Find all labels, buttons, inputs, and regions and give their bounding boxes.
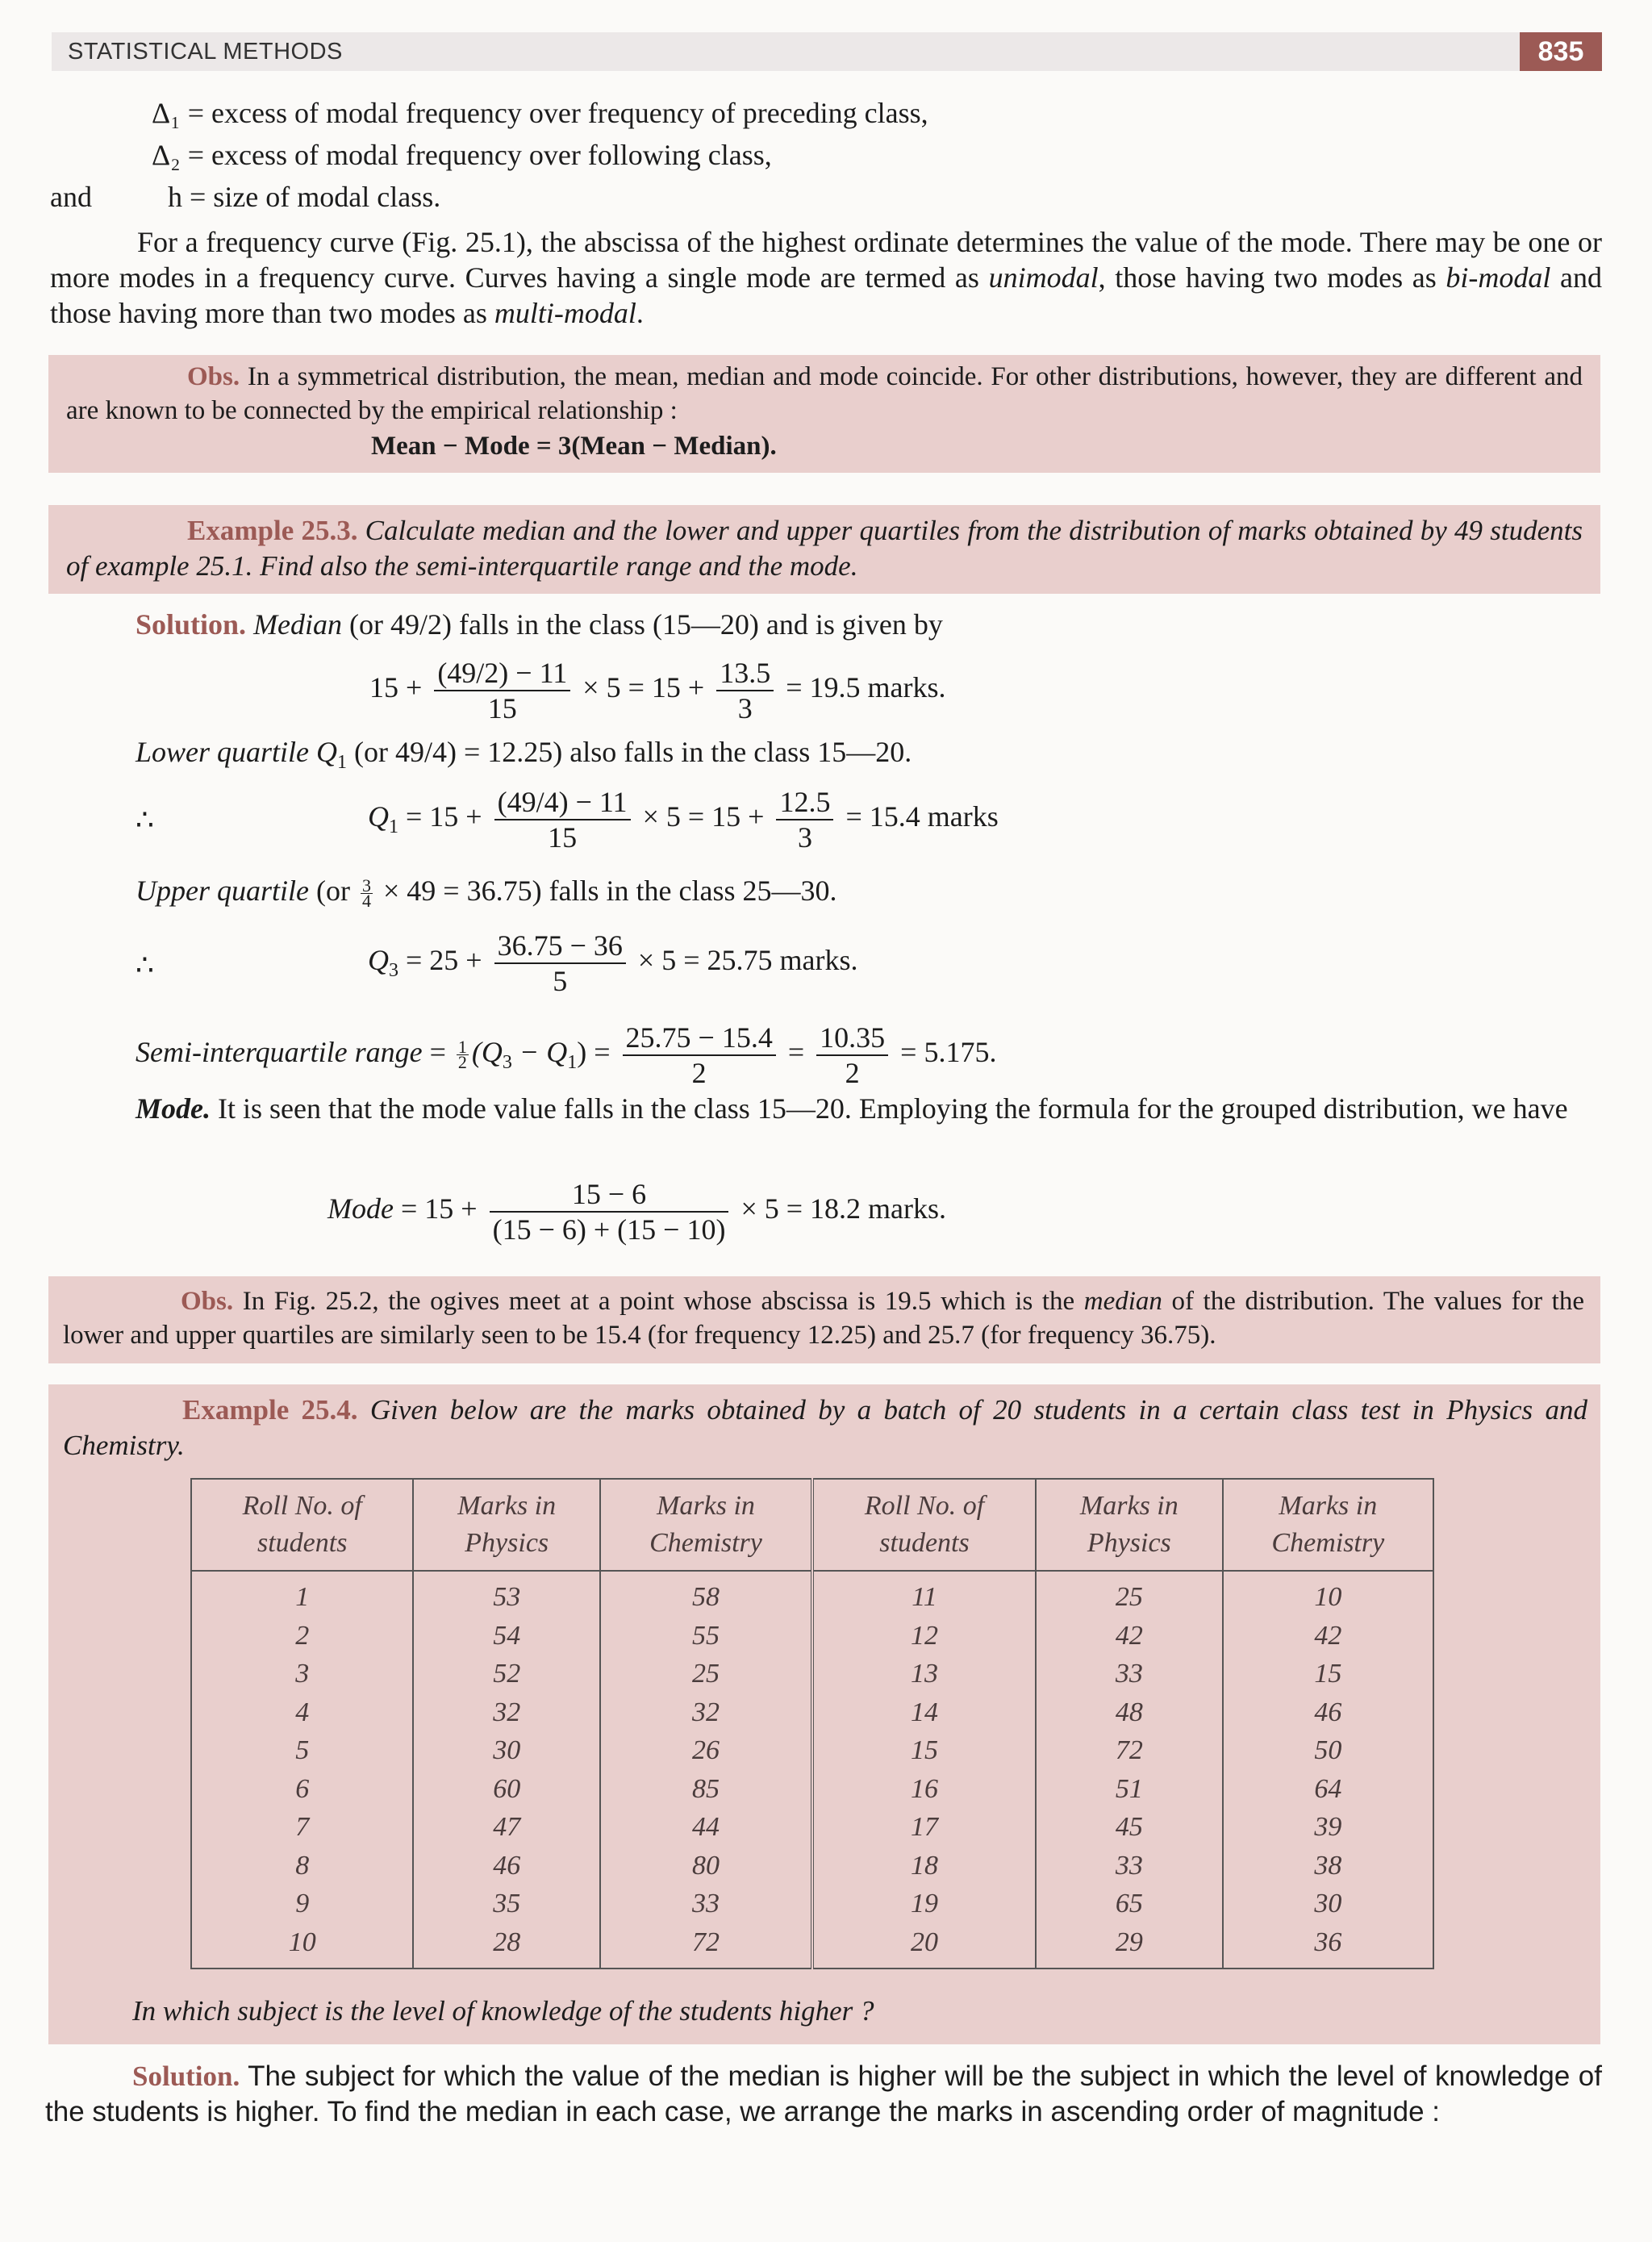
semi-interquartile-range bbox=[136, 1017, 996, 1094]
table-cell: 29 bbox=[1036, 1923, 1223, 1969]
definition-h: h = size of modal class. bbox=[168, 181, 441, 213]
table-cell: 53 bbox=[413, 1571, 600, 1617]
uq-frac-den: 4 bbox=[361, 891, 371, 912]
table-cell: 7 bbox=[191, 1808, 413, 1847]
table-cell: 48 bbox=[1036, 1693, 1223, 1732]
eq4-den: (15 − 6) + (15 − 10) bbox=[492, 1213, 726, 1246]
table-cell: 16 bbox=[812, 1770, 1036, 1809]
table-cell: 50 bbox=[1223, 1731, 1433, 1770]
table-cell: 54 bbox=[413, 1617, 600, 1655]
sir-q1: 1 bbox=[567, 1052, 578, 1074]
eq1-end: = 19.5 marks. bbox=[786, 671, 946, 703]
eq1-mid: × 5 = 15 + bbox=[582, 671, 705, 703]
table-cell: 9 bbox=[191, 1885, 413, 1923]
example-25-3-body: Calculate median and the lower and upper quartiles from the distribution of marks obtained by 49 students of example 25.1. Find also the semi-interquartile range and the mode. bbox=[66, 515, 1583, 582]
eq1-fraction bbox=[434, 656, 570, 725]
eq2-end: = 15.4 marks bbox=[845, 800, 999, 833]
sir-end: = 5.175. bbox=[900, 1036, 997, 1068]
eq3-sub: 3 bbox=[389, 960, 398, 982]
obs1-label: Obs. bbox=[187, 362, 240, 391]
example-25-4-text bbox=[63, 1392, 1587, 1463]
term-bimodal: bi-modal bbox=[1446, 261, 1551, 294]
solution-25-4 bbox=[45, 2059, 1602, 2130]
eq4-lead: Mode bbox=[327, 1192, 394, 1225]
table-cell: 46 bbox=[1223, 1693, 1433, 1732]
table-cell: 8 bbox=[191, 1847, 413, 1885]
table-cell: 42 bbox=[1223, 1617, 1433, 1655]
eq4-num: 15 − 6 bbox=[490, 1177, 729, 1213]
table-cell: 65 bbox=[1036, 1885, 1223, 1923]
table-cell: 4 bbox=[191, 1693, 413, 1732]
sir-half-den: 2 bbox=[457, 1052, 467, 1073]
equation-mode bbox=[327, 1173, 946, 1250]
eq1-lead: 15 + bbox=[369, 671, 423, 703]
eq2-fraction2 bbox=[776, 785, 833, 854]
table-cell: 6 bbox=[191, 1770, 413, 1809]
sir-fraction bbox=[623, 1021, 776, 1090]
eq1-num: (49/2) − 11 bbox=[434, 656, 570, 691]
table-cell: 2 bbox=[191, 1617, 413, 1655]
obs2-text-b: of the distribution. The values for the lower and upper quartiles are similarly seen to be 15.4 (for frequency 12.25) and 25.7 (for frequency 36.75). bbox=[63, 1287, 1584, 1350]
table-cell: 72 bbox=[600, 1923, 812, 1969]
table-row bbox=[191, 1731, 1433, 1770]
sir-q: (Q bbox=[471, 1036, 503, 1068]
table-cell: 25 bbox=[600, 1655, 812, 1693]
eq3-end: × 5 = 25.75 marks. bbox=[637, 944, 858, 976]
table-cell: 32 bbox=[600, 1693, 812, 1732]
sir-half-num: 1 bbox=[457, 1037, 467, 1058]
col-roll-2 bbox=[812, 1479, 1036, 1571]
sir-half bbox=[457, 1037, 469, 1073]
table-cell: 33 bbox=[1036, 1655, 1223, 1693]
eq1-num2: 13.5 bbox=[716, 656, 774, 691]
col-physics-1 bbox=[413, 1479, 600, 1571]
obs2-text-a: In Fig. 25.2, the ogives meet at a point whose abscissa is 19.5 which is the bbox=[233, 1287, 1084, 1316]
example-25-3-label: Example 25.3. bbox=[187, 515, 358, 546]
uq-label: Upper quartile bbox=[136, 875, 309, 907]
sir-num: 25.75 − 15.4 bbox=[623, 1021, 776, 1056]
header-line: Roll No. of bbox=[864, 1491, 985, 1521]
table-cell: 10 bbox=[191, 1923, 413, 1969]
table-header-row bbox=[191, 1479, 1433, 1571]
header-line: Marks in bbox=[1279, 1491, 1378, 1521]
example-25-4-body: Given below are the marks obtained by a batch of 20 students in a certain class test in Physics and Chemistry. bbox=[63, 1394, 1587, 1461]
table-cell: 20 bbox=[812, 1923, 1036, 1969]
table-cell: 33 bbox=[1036, 1847, 1223, 1885]
table-cell: 46 bbox=[413, 1847, 600, 1885]
table-cell: 33 bbox=[600, 1885, 812, 1923]
mode-paragraph bbox=[50, 1091, 1602, 1126]
header-line: Chemistry bbox=[649, 1528, 762, 1558]
obs1-body: In a symmetrical distribution, the mean, median and mode coincide. For other distributions, however, they are different and are known to be connected by the empirical relationship : bbox=[66, 362, 1583, 425]
eq2-lead: Q bbox=[368, 800, 389, 833]
table-row bbox=[191, 1885, 1433, 1923]
uq-frac-num: 3 bbox=[361, 875, 371, 896]
table-row bbox=[191, 1808, 1433, 1847]
table-body bbox=[191, 1571, 1433, 1969]
running-title: STATISTICAL METHODS bbox=[68, 39, 343, 65]
page-number: 835 bbox=[1520, 32, 1602, 71]
eq2-sub: 1 bbox=[389, 816, 398, 838]
example-25-3-box bbox=[48, 505, 1600, 594]
empirical-formula: Mean − Mode = 3(Mean − Median). bbox=[371, 432, 777, 461]
paragraph-modes bbox=[50, 224, 1602, 331]
therefore-symbol-2: ∴ bbox=[136, 949, 154, 981]
table-row bbox=[191, 1617, 1433, 1655]
obs-box-empirical bbox=[48, 355, 1600, 473]
eq2-num2: 12.5 bbox=[776, 785, 833, 820]
table-cell: 17 bbox=[812, 1808, 1036, 1847]
mode-text: It is seen that the mode value falls in the class 15—20. Employing the formula for the grouped distribution, we have bbox=[211, 1092, 1568, 1125]
sir-q3: 3 bbox=[502, 1052, 512, 1074]
table-cell: 15 bbox=[812, 1731, 1036, 1770]
table-cell: 3 bbox=[191, 1655, 413, 1693]
table-cell: 14 bbox=[812, 1693, 1036, 1732]
equation-q3 bbox=[368, 925, 858, 1002]
eq2-lead2: = 15 + bbox=[398, 800, 482, 833]
table-cell: 1 bbox=[191, 1571, 413, 1617]
table-cell: 38 bbox=[1223, 1847, 1433, 1885]
mode-label: Mode. bbox=[136, 1092, 211, 1125]
table-cell: 39 bbox=[1223, 1808, 1433, 1847]
table-cell: 45 bbox=[1036, 1808, 1223, 1847]
median-text: (or 49/2) falls in the class (15—20) and is given by bbox=[342, 608, 943, 641]
table-cell: 5 bbox=[191, 1731, 413, 1770]
table-cell: 26 bbox=[600, 1731, 812, 1770]
eq3-lead: Q bbox=[368, 944, 389, 976]
obs2-median: median bbox=[1083, 1287, 1162, 1316]
table-cell: 12 bbox=[812, 1617, 1036, 1655]
example-25-4-label: Example 25.4. bbox=[182, 1394, 358, 1426]
solution-25-4-label: Solution. bbox=[132, 2060, 240, 2092]
sir-minus: − Q bbox=[511, 1036, 568, 1068]
table-cell: 72 bbox=[1036, 1731, 1223, 1770]
eq3-den: 5 bbox=[553, 964, 568, 997]
eq1-den: 15 bbox=[487, 691, 517, 724]
table-cell: 32 bbox=[413, 1693, 600, 1732]
table-row bbox=[191, 1655, 1433, 1693]
table-cell: 13 bbox=[812, 1655, 1036, 1693]
table-cell: 28 bbox=[413, 1923, 600, 1969]
table-cell: 35 bbox=[413, 1885, 600, 1923]
eq2-fraction bbox=[494, 785, 631, 854]
header-line: Marks in bbox=[657, 1491, 755, 1521]
sir-den2: 2 bbox=[845, 1056, 860, 1089]
table-row bbox=[191, 1923, 1433, 1969]
header-line: Physics bbox=[1087, 1528, 1171, 1558]
table-cell: 25 bbox=[1036, 1571, 1223, 1617]
lq-sub: 1 bbox=[337, 752, 348, 774]
eq1-fraction2 bbox=[716, 656, 774, 725]
header-line: Physics bbox=[465, 1528, 549, 1558]
therefore-symbol-1: ∴ bbox=[136, 804, 154, 836]
equation-q1 bbox=[368, 781, 999, 858]
solution-label: Solution. bbox=[136, 608, 247, 641]
eq3-fraction bbox=[494, 929, 626, 998]
table-cell: 10 bbox=[1223, 1571, 1433, 1617]
upper-quartile-line bbox=[136, 873, 837, 912]
header-line: Marks in bbox=[1079, 1491, 1179, 1521]
col-roll-1 bbox=[191, 1479, 413, 1571]
sir-eq: = bbox=[422, 1036, 453, 1068]
sir-label: Semi-interquartile range bbox=[136, 1036, 423, 1068]
term-multimodal: multi-modal bbox=[494, 297, 636, 329]
example-25-4-question: In which subject is the level of knowledge of the students higher ? bbox=[132, 1995, 874, 2027]
sir-den: 2 bbox=[691, 1056, 707, 1089]
table-cell: 51 bbox=[1036, 1770, 1223, 1809]
sir-close: ) = bbox=[577, 1036, 611, 1068]
table-row bbox=[191, 1571, 1433, 1617]
header-line: students bbox=[879, 1528, 970, 1558]
marks-table bbox=[190, 1478, 1434, 1969]
median-word: Median bbox=[246, 608, 343, 641]
eq4-end: × 5 = 18.2 marks. bbox=[740, 1192, 947, 1225]
table-cell: 36 bbox=[1223, 1923, 1433, 1969]
table-row bbox=[191, 1770, 1433, 1809]
table-cell: 58 bbox=[600, 1571, 812, 1617]
table-cell: 47 bbox=[413, 1808, 600, 1847]
table-cell: 11 bbox=[812, 1571, 1036, 1617]
term-unimodal: unimodal bbox=[988, 261, 1099, 294]
uq-text-a: (or bbox=[308, 875, 357, 907]
header-line: students bbox=[257, 1528, 348, 1558]
uq-fraction bbox=[361, 875, 373, 912]
and-word: and bbox=[50, 181, 92, 213]
eq4-fraction bbox=[490, 1177, 729, 1246]
eq2-num: (49/4) − 11 bbox=[494, 785, 631, 820]
table-row bbox=[191, 1847, 1433, 1885]
eq2-den: 15 bbox=[548, 820, 578, 854]
eq1-den2: 3 bbox=[737, 691, 753, 724]
example-25-3-text bbox=[66, 513, 1583, 584]
table-row bbox=[191, 1693, 1433, 1732]
uq-text-b: × 49 = 36.75) falls in the class 25—30. bbox=[375, 875, 837, 907]
col-chemistry-1 bbox=[600, 1479, 812, 1571]
table-cell: 85 bbox=[600, 1770, 812, 1809]
header-line: Marks in bbox=[457, 1491, 557, 1521]
table-cell: 30 bbox=[1223, 1885, 1433, 1923]
obs2-text bbox=[63, 1284, 1584, 1352]
eq3-lead2: = 25 + bbox=[398, 944, 482, 976]
header-line: Roll No. of bbox=[242, 1491, 362, 1521]
col-chemistry-2 bbox=[1223, 1479, 1433, 1571]
sir-num2: 10.35 bbox=[816, 1021, 888, 1056]
definition-delta1: Δ₁ = excess of modal frequency over frequency of preceding class, bbox=[152, 97, 928, 129]
para1-text-c: and those having more than two modes as bbox=[50, 261, 1602, 329]
table-cell: 52 bbox=[413, 1655, 600, 1693]
para1-text-d: . bbox=[636, 297, 644, 329]
equation-median bbox=[369, 652, 945, 729]
solution-25-4-body: The subject for which the value of the median is higher will be the subject in which the level of knowledge of the students is higher. To find the median in each case, we arrange the marks in ascending order of magnitude : bbox=[45, 2060, 1602, 2127]
table-cell: 19 bbox=[812, 1885, 1036, 1923]
lower-quartile-line bbox=[136, 734, 912, 780]
table-cell: 30 bbox=[413, 1731, 600, 1770]
header-line: Chemistry bbox=[1271, 1528, 1385, 1558]
page-header bbox=[52, 32, 1602, 71]
obs2-label: Obs. bbox=[181, 1287, 234, 1316]
para1-text-b: , those having two modes as bbox=[1098, 261, 1446, 294]
table-cell: 42 bbox=[1036, 1617, 1223, 1655]
obs1-text bbox=[66, 360, 1583, 428]
para1-text-a: For a frequency curve (Fig. 25.1), the abscissa of the highest ordinate determines the value of the mode. There may be one or more modes in a frequency curve. Curves having a single mode are termed as bbox=[50, 226, 1602, 294]
table-cell: 60 bbox=[413, 1770, 600, 1809]
sir-eq2: = bbox=[787, 1036, 805, 1068]
table-cell: 64 bbox=[1223, 1770, 1433, 1809]
table-cell: 55 bbox=[600, 1617, 812, 1655]
eq2-mid: × 5 = 15 + bbox=[642, 800, 765, 833]
solution-25-3-intro bbox=[136, 607, 943, 642]
eq3-num: 36.75 − 36 bbox=[494, 929, 626, 964]
col-physics-2 bbox=[1036, 1479, 1223, 1571]
table-cell: 80 bbox=[600, 1847, 812, 1885]
lq-label: Lower quartile Q bbox=[136, 736, 338, 768]
table-cell: 15 bbox=[1223, 1655, 1433, 1693]
table-cell: 18 bbox=[812, 1847, 1036, 1885]
sir-fraction2 bbox=[816, 1021, 888, 1090]
table-cell: 44 bbox=[600, 1808, 812, 1847]
obs-box-ogives bbox=[48, 1276, 1600, 1363]
definition-delta2: Δ₂ = excess of modal frequency over following class, bbox=[152, 139, 772, 171]
eq2-den2: 3 bbox=[797, 820, 812, 854]
eq4-lead2: = 15 + bbox=[393, 1192, 478, 1225]
lq-text: (or 49/4) = 12.25) also falls in the class 15—20. bbox=[347, 736, 912, 768]
